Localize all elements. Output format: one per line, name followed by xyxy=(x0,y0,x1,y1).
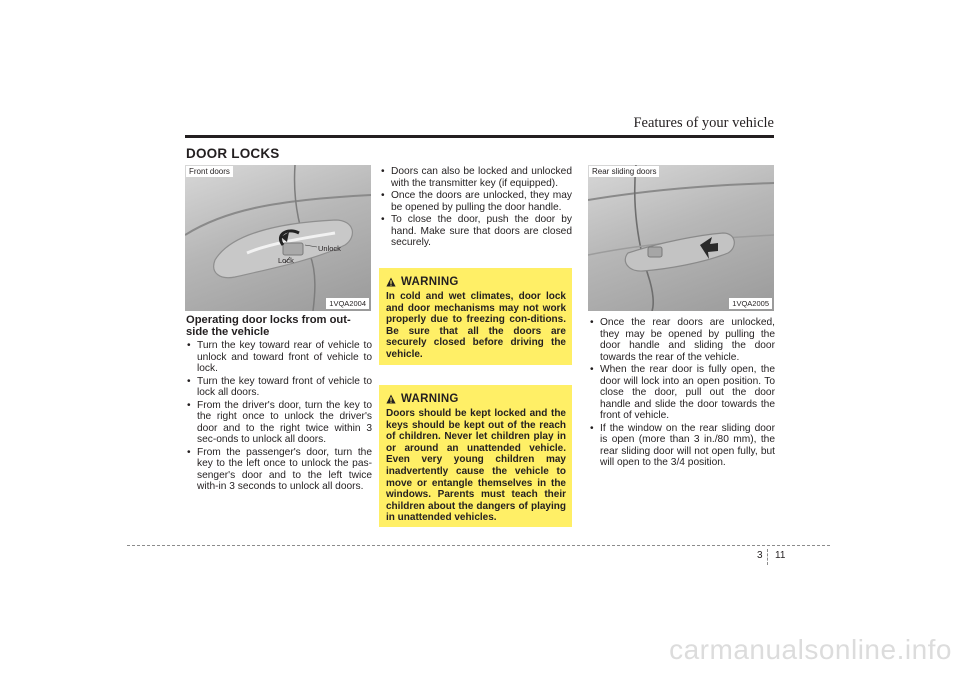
front-door-illustration xyxy=(185,165,371,311)
unlock-label: Unlock xyxy=(318,244,341,253)
operating-locks-heading: Operating door locks from out-side the vehicle xyxy=(186,314,351,338)
middle-column xyxy=(380,166,572,250)
list-item: • Once the doors are unlocked, they may be opened by pulling the door handle. xyxy=(380,190,572,213)
list-item: • When the rear door is fully open, the door will lock into an open position. To close the door, pull out the door handle and slide the door towards the front of vehicle. xyxy=(589,364,775,422)
warning-text: Doors should be kept locked and the keys should be kept out of the reach of children. Never let children play in or around an unattended vehicle. Even very young children may inadvertently cause the vehicle to move or entangle themselves in the windows. Parents must teach their children about the dangers of playing in unattended vehicles. xyxy=(386,408,566,524)
warning-triangle-icon xyxy=(386,394,396,404)
list-item: • To close the door, push the door by hand. Make sure that doors are closed securely. xyxy=(380,214,572,249)
page-number-separator xyxy=(767,549,768,565)
rear-door-figure xyxy=(588,165,774,311)
footer-rule xyxy=(127,545,830,546)
warning-title: WARNING xyxy=(401,276,459,288)
page-number: 11 xyxy=(775,550,786,561)
list-item: • Turn the key toward rear of vehicle to unlock and toward front of vehicle to lock. xyxy=(186,340,372,375)
front-door-figure xyxy=(185,165,371,311)
left-column xyxy=(186,314,372,494)
list-item: • From the driver's door, turn the key to the right once to unlock the driver's door and to the right twice within 3 sec-onds to unlock all doors. xyxy=(186,400,372,446)
list-item: • Doors can also be locked and unlocked with the transmitter key (if equipped). xyxy=(380,166,572,189)
header-rule xyxy=(185,135,774,138)
rear-door-caption: Rear sliding doors xyxy=(589,166,659,177)
front-door-caption: Front doors xyxy=(186,166,233,177)
warning-triangle-icon xyxy=(386,277,396,287)
list-item: • If the window on the rear sliding door is open (more than 3 in./80 mm), the rear sliding door will not open fully, but will open to the 3/4 position. xyxy=(589,423,775,469)
front-door-figure-code: 1VQA2004 xyxy=(326,298,369,309)
list-item: • From the passenger's door, turn the key to the left once to unlock the pas-senger's door and to the left twice with-in 3 seconds to unlock all doors. xyxy=(186,447,372,493)
list-item: • Turn the key toward front of vehicle to lock all doors. xyxy=(186,376,372,399)
right-column xyxy=(589,317,775,470)
warning-box-children xyxy=(379,385,572,527)
list-item: • Once the rear doors are unlocked, they may be opened by pulling the door handle and sliding the door towards the rear of the vehicle. xyxy=(589,317,775,363)
rear-door-figure-code: 1VQA2005 xyxy=(729,298,772,309)
warning-box-freezing xyxy=(379,268,572,365)
lock-label: Lock xyxy=(278,256,294,265)
warning-text: In cold and wet climates, door lock and door mechanisms may not work properly due to freezing con-ditions. Be sure that all the doors are securely closed before driving the vehicle. xyxy=(386,291,566,360)
warning-title: WARNING xyxy=(401,393,459,405)
chapter-number: 3 xyxy=(757,550,763,561)
section-title: DOOR LOCKS xyxy=(186,146,280,161)
rear-door-illustration xyxy=(588,165,774,311)
watermark: carmanualsonline.info xyxy=(669,634,952,665)
header-title: Features of your vehicle xyxy=(633,115,774,131)
